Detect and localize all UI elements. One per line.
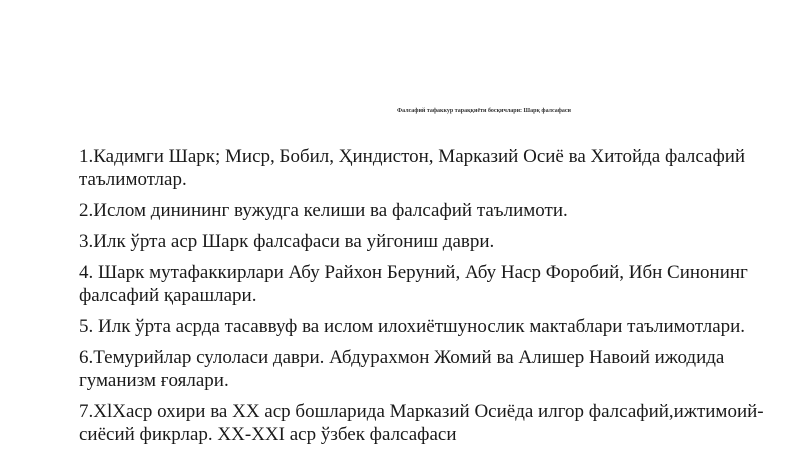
topic-item-5: 5. Илк ўрта асрда тасаввуф ва ислом илохиётшунослик мактаблари таълимотлари. xyxy=(79,316,746,337)
topic-item-6: 6.Темурийлар сулоласи даври. Абдурахмон Жомий ва Алишер Навоий ижодида гуманизм ғоялари. xyxy=(79,347,725,391)
topic-item-3: 3.Илк ўрта аср Шарк фалсафаси ва уйгониш даври. xyxy=(79,231,495,252)
topic-list xyxy=(79,145,779,449)
topic-item-4: 4. Шарк мутафаккирлари Абу Райхон Беруний, Абу Наср Форобий, Ибн Синонинг фалсафий қарашлари. xyxy=(79,262,748,306)
topic-item-1: 1.Кадимги Шарк; Миср, Бобил, Ҳиндистон, Марказий Осиё ва Хитойда фалсафий таълимотлар. xyxy=(79,146,746,190)
topic-item-2: 2.Ислом динининг вужудга келиши ва фалсафий таълимоти. xyxy=(79,200,568,221)
topic-item-7: 7.XlХаср охири ва XX аср бошларида Марказий Осиёда илгор фалсафий,ижтимоий-сиёсий фикрлар. XX-XXI аср ўзбек фалсафаси xyxy=(79,401,764,445)
slide-title: Фалсафий тафаккур тараққиёти босқичлари: Шарқ фалсафаси xyxy=(397,108,572,114)
